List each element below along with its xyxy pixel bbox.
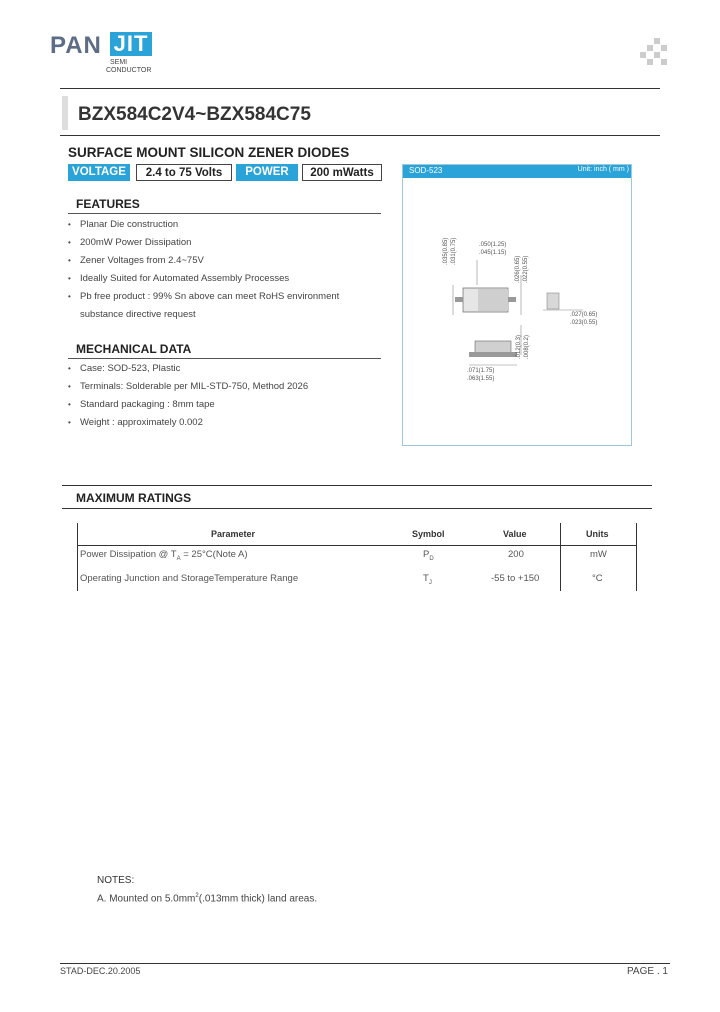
title-rule	[60, 135, 660, 136]
ratings-title: MAXIMUM RATINGS	[76, 491, 192, 505]
feature-item: • Ideally Suited for Automated Assembly Processes	[68, 270, 388, 288]
header-value: Value	[503, 529, 527, 539]
mechanical-list	[68, 360, 388, 432]
feature-item: • Planar Die construction	[68, 216, 388, 234]
package-name: SOD-523	[409, 166, 443, 175]
features-list	[68, 216, 388, 324]
row-parameter: Power Dissipation @ $T_A$ = 25°C(Note A)	[80, 549, 248, 562]
dim-label: .012(0.3)	[516, 334, 522, 359]
mechanical-item: • Weight : approximately 0.002	[68, 414, 388, 432]
notes-title: NOTES:	[97, 875, 135, 886]
features-rule	[68, 213, 381, 214]
logo-sub-conductor: CONDUCTOR	[106, 67, 152, 74]
dim-label: .008(0.2)	[524, 334, 530, 359]
footer-doc-date: STAD-DEC.20.2005	[60, 966, 141, 976]
mechanical-item: • Case: SOD-523, Plastic	[68, 360, 388, 378]
feature-item: • 200mW Power Dissipation	[68, 234, 388, 252]
row-symbol: $P_D$	[423, 549, 434, 562]
row-value: 200	[508, 549, 524, 560]
row-value: -55 to +150	[491, 573, 540, 584]
logo-sub-semi: SEMI	[110, 59, 128, 66]
dim-label: .050(1.25)	[479, 242, 507, 248]
header-units: Units	[586, 529, 609, 539]
product-subtitle: SURFACE MOUNT SILICON ZENER DIODES	[68, 145, 350, 160]
decorative-dots-icon	[640, 38, 668, 66]
voltage-tag: VOLTAGE	[68, 164, 130, 181]
row-unit: °C	[592, 573, 603, 584]
header-rule	[60, 88, 660, 89]
ratings-rule	[62, 508, 652, 509]
package-unit: Unit: inch ( mm )	[577, 166, 629, 173]
logo-text-jit: JIT	[110, 32, 152, 56]
header-symbol: Symbol	[412, 529, 445, 539]
title-accent-block	[62, 96, 68, 130]
dim-label: .035(0.85)	[443, 237, 449, 265]
voltage-value: 2.4 to 75 Volts	[136, 164, 232, 181]
part-number-title: BZX584C2V4~BZX584C75	[78, 104, 311, 125]
features-title: FEATURES	[76, 197, 140, 211]
dim-label: .071(1.75)	[467, 368, 495, 374]
mechanical-rule	[68, 358, 381, 359]
mechanical-item: • Standard packaging : 8mm tape	[68, 396, 388, 414]
note-a: A. Mounted on $5.0mm^2(.013mm$ thick) land areas.	[97, 893, 318, 905]
dim-label: .027(0.65)	[570, 312, 598, 318]
ratings-top-rule	[62, 485, 652, 486]
package-drawing	[403, 165, 631, 445]
feature-item: • Zener Voltages from 2.4~75V	[68, 252, 388, 270]
dim-label: .031(0.75)	[451, 237, 457, 265]
dim-label: .023(0.55)	[570, 320, 598, 326]
dim-label: .026(0.65)	[515, 255, 521, 283]
row-unit: mW	[590, 549, 607, 560]
feature-item-continuation: substance directive request	[80, 309, 196, 320]
mechanical-item: • Terminals: Solderable per MIL-STD-750, Method 2026	[68, 378, 388, 396]
footer-rule	[60, 963, 670, 964]
dim-label: .063(1.55)	[467, 376, 495, 382]
dim-label: .045(1.15)	[479, 250, 507, 256]
package-outline-panel	[402, 164, 632, 446]
row-parameter: Operating Junction and StorageTemperature Range	[80, 573, 299, 584]
footer-page-number: PAGE . 1	[627, 966, 668, 977]
mechanical-title: MECHANICAL DATA	[76, 342, 192, 356]
power-value: 200 mWatts	[302, 164, 382, 181]
feature-item: • Pb free product : 99% Sn above can meet RoHS environment	[68, 288, 388, 306]
ratings-table	[77, 523, 637, 593]
dim-label: .022(0.55)	[523, 255, 529, 283]
power-tag: POWER	[236, 164, 298, 181]
logo-text-pan: PAN	[50, 32, 102, 59]
header-parameter: Parameter	[211, 529, 256, 539]
row-symbol: $T_J$	[423, 573, 432, 586]
